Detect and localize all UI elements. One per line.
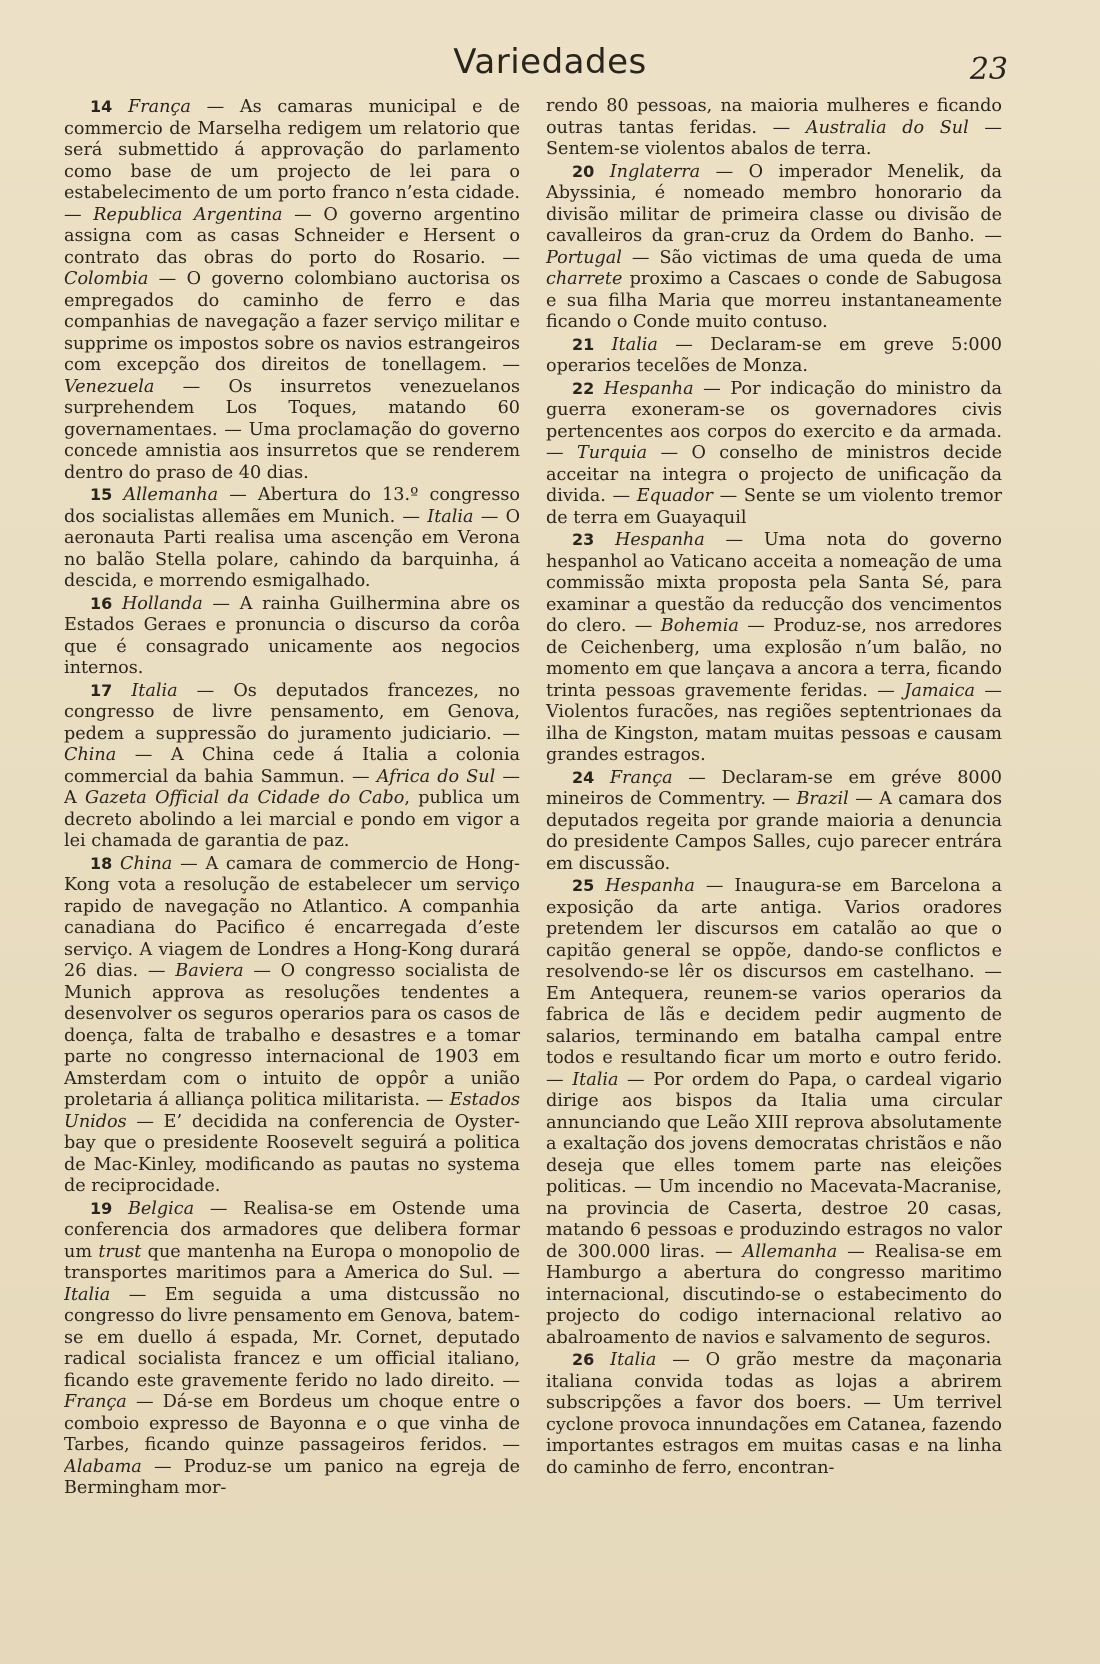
chronicle-entry	[546, 1349, 1002, 1479]
country-name: Estados Unidos	[64, 1090, 520, 1132]
italic-term: trust	[98, 1241, 142, 1262]
country-name: Brazil	[796, 789, 849, 809]
country-name: Equador	[636, 486, 713, 506]
chronicle-entry	[64, 96, 520, 484]
country-name: Republica Argentina	[93, 204, 283, 225]
entry-day: 14	[90, 97, 113, 116]
country-name: Hespanha	[605, 876, 695, 896]
chronicle-entry	[546, 334, 1002, 378]
country-name: Venezuela	[64, 376, 155, 397]
page-header	[0, 42, 1100, 92]
country-name: Belgica	[127, 1198, 195, 1219]
chronicle-entry	[64, 853, 520, 1198]
country-name: Hespanha	[603, 378, 694, 399]
entry-text: — O governo argentino assigna com as casas Schneider e Hersent o contrato das obras do porto do Rosario. —	[64, 204, 521, 268]
entry-text: proximo a Cascaes o conde de Sabugosa e sua filha Maria que morreu instantaneamente ficando o Conde muito contuso.	[546, 269, 1002, 332]
entry-text: — A	[64, 766, 521, 808]
entry-text: — Violentos furacões, nas regiões septentrionaes da ilha de Kingston, matam muitas pessoas e causam grandes estragos.	[546, 680, 1002, 765]
entry-text: — Por ordem do Papa, o cardeal vigario dirige aos bispos da Italia uma circular annunciando que Leão XIII reprova absolutamente a exaltação dos jovens democratas christãos e não deseja que elles tomem parte nas eleições politicas. — Um incendio no Macevata-Macranise, na provincia de Caserta, destroe 20 casas, matando 6 pessoas e produzindo estragos no valor de 300.000 liras. —	[546, 1069, 1003, 1262]
country-name: Italia	[572, 1069, 619, 1090]
country-name: Australia do Sul	[805, 117, 969, 138]
entry-day: 23	[572, 530, 595, 549]
entry-text: — Uma nota do governo hespanhol ao Vaticano acceita a nomeação de uma commissão mixta proposta pela Santa Sé, para examinar a questão da reducção dos vencimentos do clero. —	[546, 530, 1002, 636]
entry-text: — A rainha Guilhermina abre os Estados Geraes e pronuncia o discurso da corôa que é consagrado unicamente aos negocios internos.	[64, 593, 521, 678]
entry-text: — Por indicação do ministro da guerra exoneram-se os governadores civis pertencentes aos corpos do exercito e da armada. —	[546, 378, 1002, 463]
entry-text: — Declaram-se em gréve 8000 mineiros de Commentry. —	[546, 767, 1003, 809]
entry-text: — A China cede á Italia a colonia commercial da bahia Sammun. —	[64, 745, 520, 787]
entry-text: — O conselho de ministros decide acceitar na integra o projecto de unificação da divida. —	[546, 443, 1003, 506]
country-name: Hollanda	[121, 593, 203, 614]
entry-text: — E’ decidida na conferencia de Oyster-bay que o presidente Roosevelt seguirá a politica de Mac-Kinley, modificando as pautas no systema de reciprocidade.	[64, 1111, 520, 1196]
text-columns	[64, 96, 1008, 1626]
left-column	[64, 96, 520, 1500]
entry-text: que mantenha na Europa o monopolio de transportes maritimos para a America do Sul. —	[64, 1241, 520, 1283]
entry-text: — A camara de commercio de Hong-Kong vota a resolução de estabelecer um serviço rapido de navegação no Atlantico. A companhia canadiana do Pacifico é encarregada d’este serviço. A viagem de Londres a Hong-Kong durará 26 dias. —	[64, 853, 520, 981]
country-name: Italia	[427, 506, 474, 527]
country-name: Italia	[64, 1284, 111, 1305]
entry-text: — Sente se um violento tremor de terra em Guayaquil	[546, 486, 1002, 528]
right-column	[546, 96, 1002, 1479]
entry-text: — O congresso socialista de Munich approva as resoluções tendentes a desenvolver os seguros operarios para os casos de doença, falta de trabalho e desastres e a tomar parte no congresso internacional de 1903 em Amsterdam com o intuito de oppôr a união proletaria á alliança politica militarista. —	[64, 961, 520, 1110]
country-name: Allemanha	[742, 1241, 838, 1262]
country-name: Jamaica	[904, 680, 975, 701]
entry-text: — O governo colombiano auctorisa os empregados do caminho de ferro e das companhias de navegação a fazer serviço militar e supprime os impostos sobre os navios estrangeiros com excepção dos direitos de tonellagem. —	[64, 269, 520, 375]
country-name: Bohemia	[660, 616, 739, 636]
entry-text: — Realisa-se em Ostende uma conferencia dos armadores que delibera formar um	[64, 1198, 520, 1262]
chronicle-entry	[64, 1198, 520, 1500]
italic-term: Gazeta Official da Cidade do Cabo	[85, 788, 405, 808]
chronicle-entry	[546, 875, 1002, 1349]
entry-day: 21	[572, 334, 595, 354]
section-title: Variedades	[453, 42, 647, 82]
entry-text: — Declaram-se em greve 5:000 operarios tecelões de Monza.	[546, 334, 1003, 376]
entry-day: 25	[572, 876, 595, 895]
entry-text: — Realisa-se em Hamburgo a abertura do congresso maritimo internacional, discutindo-se o estabecimento do projecto do codigo internacional relativo ao abalroamento de navios e salvamento de seguros.	[546, 1241, 1002, 1348]
chronicle-entry	[64, 484, 520, 593]
entry-text: — Inaugura-se em Barcelona a exposição da arte antiga. Varios oradores pretendem ler discursos em catalão ao que o capitão general se oppõe, dando-se conflictos e resolvendo-se lêr os discursos em castelhano. — Em Antequera, reunem-se varios operarios da fabrica de lãs e decidem pedir augmento de salarios, terminando em batalha campal entre todos e resultando ficar um morto e outro ferido. —	[546, 876, 1002, 1090]
country-name: Allemanha	[123, 485, 219, 505]
entry-day: 18	[90, 853, 113, 873]
entry-text: , publica um decreto abolindo a lei marcial e pondo em vigor a lei chamada de garantia de paz.	[64, 788, 520, 851]
entry-day: 26	[572, 1350, 595, 1369]
country-name: China	[64, 745, 117, 765]
country-name: China	[120, 853, 173, 874]
country-name: França	[64, 1392, 127, 1412]
entry-day: 19	[90, 1198, 113, 1218]
entry-text: — As camaras municipal e de commercio de Marselha redigem um relatorio que será submettido á approvação do parlamento como base de um projecto de lei para o estabelecimento de um porto franco n’esta cidade. —	[64, 97, 521, 225]
country-name: Italia	[131, 680, 178, 701]
country-name: França	[128, 97, 191, 117]
chronicle-entry	[64, 680, 520, 853]
entry-text: — Produz-se, nos arredores de Ceichenberg, uma explosão n’um balão, no momento em que lançava a ancora a terra, ficando trinta pessoas gravemente feridas. —	[546, 616, 1003, 701]
entry-day: 20	[572, 161, 595, 181]
italic-term: charrete	[546, 269, 623, 289]
entry-day: 24	[572, 767, 595, 787]
entry-text: — Em seguida a uma distcussão no congresso do livre pensamento em Genova, batem-se em duello á espada, Mr. Cornet, deputado radical socialista francez e um official italiano, ficando este gravemente ferido no lado direito. —	[64, 1284, 520, 1391]
entry-continuation	[546, 96, 1002, 161]
entry-text: — A camara dos deputados regeita por grande maioria a denuncia do presidente Campos Salles, cujo parecer entrára em discussão.	[546, 789, 1002, 874]
page-number: 23	[969, 52, 1008, 87]
country-name: Turquia	[576, 443, 648, 463]
chronicle-entry	[546, 378, 1002, 530]
entry-text: — São victimas de uma queda de uma	[621, 247, 1002, 268]
entry-text: — Os insurretos venezuelanos surprehendem Los Toques, matando 60 governamentaes. — Uma proclamação do governo concede amnistia aos insurretos que se renderem dentro do praso de 40 dias.	[64, 376, 520, 483]
chronicle-entry	[546, 161, 1002, 334]
country-name: Baviera	[175, 961, 244, 981]
entry-text: — O aeronauta Parti realisa uma ascenção em Verona no balão Stella polare, cahindo da barquinha, á descida, e morrendo esmigalhado.	[64, 506, 520, 591]
entry-text: — O grão mestre da maçonaria italiana convida todas as lojas a abrirem subscripções a favor dos boers. — Um terrivel cyclone provoca innundações em Catanea, fazendo importantes estragos em muitas casas e na linha do caminho de ferro, encontran-	[546, 1350, 1003, 1478]
country-name: Italia	[610, 1350, 657, 1370]
country-name: Portugal	[546, 247, 622, 268]
country-name: Alabama	[64, 1456, 142, 1477]
entry-text: rendo 80 pessoas, na maioria mulheres e ficando outras tantas feridas. —	[546, 96, 1002, 138]
country-name: Africa do Sul	[376, 766, 496, 787]
entry-text: — Dá-se em Bordeus um choque entre o comboio expresso de Bayonna e o que vinha de Tarbes, ficando quinze passageiros feridos. —	[64, 1392, 520, 1455]
entry-text: — Sentem-se violentos abalos de terra.	[546, 117, 1002, 159]
country-name: Italia	[611, 334, 658, 355]
entry-day: 22	[572, 378, 595, 398]
country-name: Colombia	[64, 269, 149, 289]
entry-day: 15	[90, 485, 113, 504]
country-name: Inglaterra	[609, 161, 701, 182]
entry-day: 16	[90, 593, 113, 613]
country-name: Hespanha	[615, 530, 705, 550]
entry-text: — Produz-se um panico na egreja de Bermingham mor-	[64, 1456, 520, 1498]
country-name: França	[609, 767, 673, 788]
chronicle-entry	[546, 529, 1002, 767]
chronicle-entry	[546, 767, 1002, 876]
chronicle-entry	[64, 593, 520, 680]
entry-text: — O imperador Menelik, da Abyssinia, é nomeado membro honorario da divisão militar de primeira classe ou divisão de cavalleiros da gran-cruz da Ordem do Banho. —	[546, 161, 1003, 246]
entry-text: — Abertura do 13.º congresso dos socialistas allemães em Munich. —	[64, 485, 520, 527]
entry-text: — Os deputados francezes, no congresso de livre pensamento, em Genova, pedem a suppressão do juramento judiciario. —	[64, 680, 520, 744]
entry-day: 17	[90, 680, 113, 700]
